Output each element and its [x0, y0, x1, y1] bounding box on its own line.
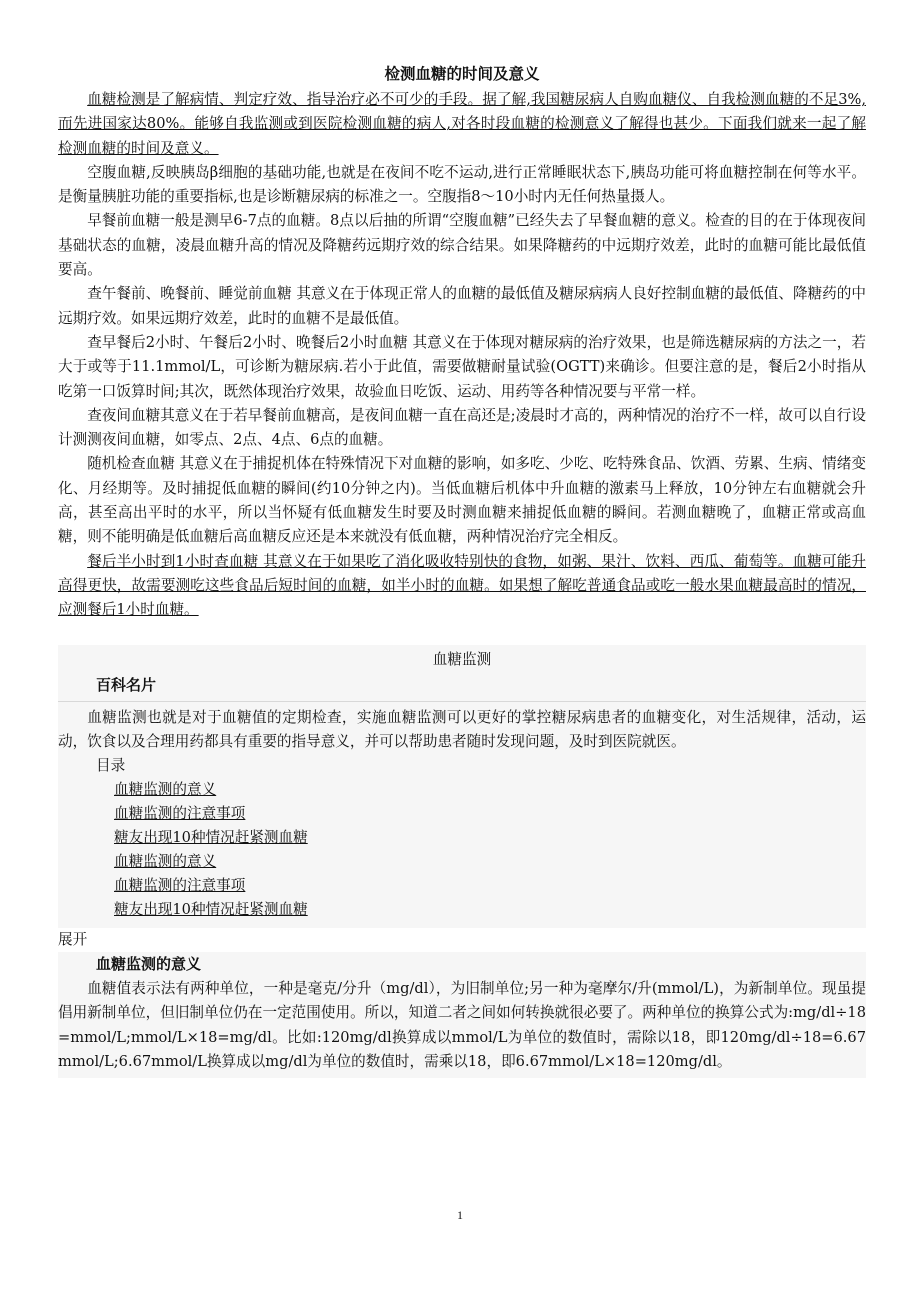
paragraph-fasting-glucose: 空腹血糖,反映胰岛β细胞的基础功能,也就是在夜间不吃不运动,进行正常睡眠状态下,胰岛功能可将血糖控制在何等水平。是衡量胰脏功能的重要指标,也是诊断糖尿病的标准之一。空腹指8～10小时内无任何热量摄人。	[58, 163, 866, 206]
toc-label: 目录	[96, 757, 126, 775]
toc-link[interactable]: 血糖监测的意义	[114, 781, 217, 799]
toc-link[interactable]: 血糖监测的意义	[114, 853, 217, 871]
paragraph-night-glucose: 查夜间血糖其意义在于若早餐前血糖高，是夜间血糖一直在高还是;凌晨时才高的，两种情况的治疗不一样，故可以自行设计测测夜间血糖，如零点、2点、4点、6点的血糖。	[58, 406, 866, 449]
expand-link[interactable]: 展开	[58, 928, 866, 952]
document-title: 检测血糖的时间及意义	[384, 65, 540, 83]
paragraph-pre-breakfast: 早餐前血糖一般是测早6-7点的血糖。8点以后抽的所谓“空腹血糖”已经失去了早餐血糖的意义。检查的目的在于体现夜间基础状态的血糖，凌晨血糖升高的情况及降糖药远期疗效的综合结果。如果降糖药的中远期疗效差，此时的血糖可能比最低值要高。	[58, 212, 866, 279]
toc-link[interactable]: 糖友出现10种情况赶紧测血糖	[114, 829, 308, 847]
intro-paragraph: 血糖检测是了解病情、判定疗效、指导治疗必不可少的手段。据了解,我国糖尿病人自购血糖仪、自我检测血糖的不足3%,而先进国家达80%。能够自我监测或到医院检测血糖的病人,对各时段血糖的检测意义了解得也甚少。下面我们就来一起了解检测血糖的时间及意义。	[58, 91, 866, 157]
paragraph-random-glucose: 随机检查血糖 其意义在于捕捉机体在特殊情况下对血糖的影响，如多吃、少吃、吃特殊食品、饮酒、劳累、生病、情绪变化、月经期等。及时捕捉低血糖的瞬间(约10分钟之内)。当低血糖后机体中升血糖的激素马上释放，10分钟左右血糖就会升高，甚至高出平时的水平，所以当怀疑有低血糖发生时要及时测血糖来捕捉低血糖的瞬间。若测血糖晚了，血糖正常或高血糖，则不能明确是低血糖后高血糖反应还是本来就没有低血糖，两种情况治疗完全相反。	[58, 455, 866, 546]
toc-link[interactable]: 血糖监测的注意事项	[114, 877, 246, 895]
encyclopedia-summary: 血糖监测也就是对于血糖值的定期检查，实施血糖监测可以更好的掌控糖尿病患者的血糖变化，对生活规律，活动，运动，饮食以及合理用药都具有重要的指导意义，并可以帮助患者随时发现问题，及时到医院就医。	[58, 708, 866, 750]
significance-section	[58, 952, 866, 1078]
divider	[58, 701, 866, 702]
paragraph-post-meal-half-hour: 餐后半小时到1小时查血糖 其意义在于如果吃了消化吸收特别快的食物，如粥、果汁、饮料、西瓜、葡萄等。血糖可能升高得更快，故需要测吃这些食品后短时间的血糖，如半小时的血糖。如果想了解吃普通食品或吃一般水果血糖最高时的情况，应测餐后1小时血糖。	[58, 552, 866, 619]
page-number: 1	[457, 1208, 463, 1222]
encyclopedia-card-label: 百科名片	[96, 675, 157, 694]
significance-body: 血糖值表示法有两种单位，一种是毫克/分升（mg/dl），为旧制单位;另一种为毫摩尔/升(mmol/L)，为新制单位。现虽提倡用新制单位，但旧制单位仍在一定范围使用。所以，知道二者之间如何转换就很必要了。两种单位的换算公式为:mg/dl÷18=mmol/L;mmol/L×18=mg/dl。比如:120mg/dl换算成以mmol/L为单位的数值时，需除以18，即120mg/dl÷18=6.67mmol/L;6.67mmol/L换算成以mg/dl为单位的数值时，需乘以18，即6.67mmol/L×18=120mg/dl。	[58, 980, 866, 1071]
paragraph-pre-meals: 查午餐前、晚餐前、睡觉前血糖 其意义在于体现正常人的血糖的最低值及糖尿病病人良好控制血糖的最低值、降糖药的中远期疗效。如果远期疗效差，此时的血糖不是最低值。	[58, 285, 866, 327]
toc-link[interactable]: 血糖监测的注意事项	[114, 805, 246, 823]
significance-heading: 血糖监测的意义	[96, 955, 202, 974]
page-content	[58, 62, 866, 1078]
encyclopedia-title: 血糖监测	[432, 650, 492, 668]
toc-link[interactable]: 糖友出现10种情况赶紧测血糖	[114, 901, 308, 919]
paragraph-post-meal-2h: 查早餐后2小时、午餐后2小时、晚餐后2小时血糖 其意义在于体现对糖尿病的治疗效果，也是筛选糖尿病的方法之一，若大于或等于11.1mmol/L，可诊断为糖尿病.若小于此值，需要做糖耐量试验(OGTT)来确诊。但要注意的是，餐后2小时指从吃第一口饭算时间;其次，既然体现治疗效果，故验血日吃饭、运动、用药等各种情况要与平常一样。	[58, 333, 866, 400]
encyclopedia-section	[58, 645, 866, 929]
